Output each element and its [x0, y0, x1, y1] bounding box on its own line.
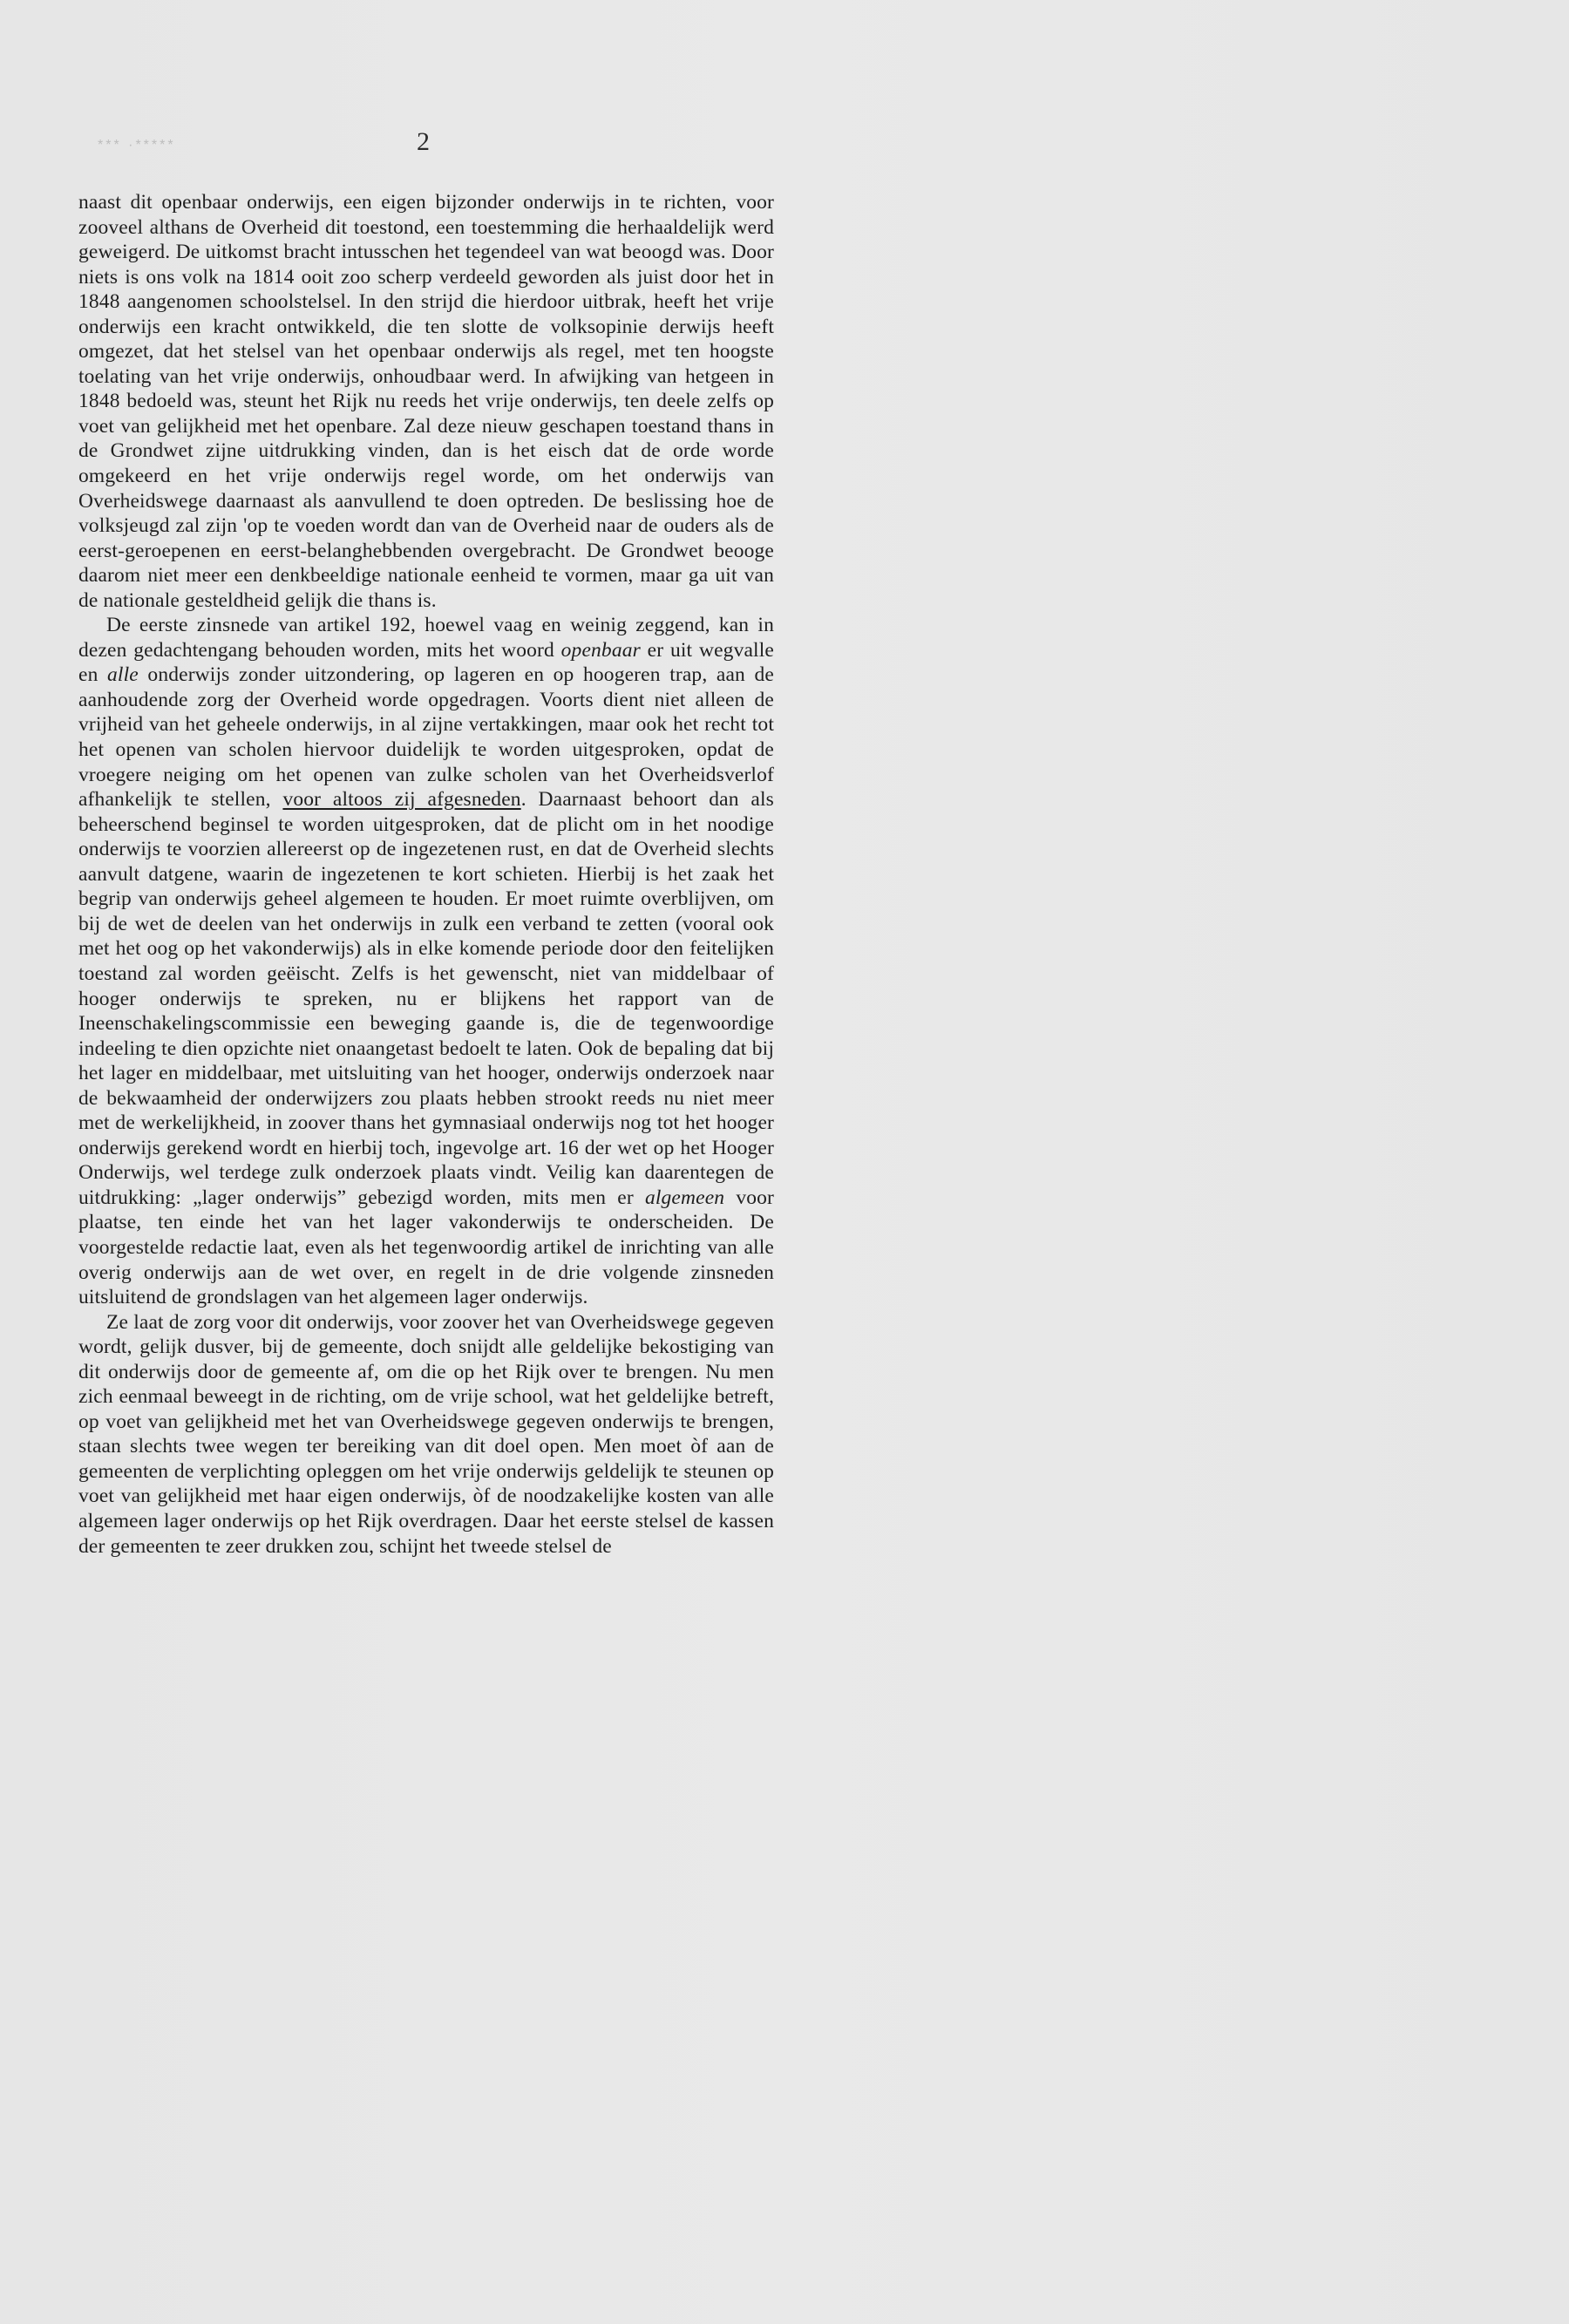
text-run: Ze laat de zorg voor dit onderwijs, voor zoover het van Overheidswege gegeven wordt, gelijk dusver, bij de gemeente, doch snijdt alle geldelijke bekostiging van dit onderwijs door de gemeente af, om die op het Rijk over te brengen. Nu men zich eenmaal beweegt in de richting, om de vrije school, wat het geldelijke betreft, op voet van gelijkheid met het van Overheidswege gegeven onderwijs te brengen, staan slechts twee wegen ter bereiking van dit doel open. Men moet òf aan de gemeenten de verplichting opleggen om het vrije onderwijs geldelijk te steunen op voet van gelijkheid met haar eigen onderwijs, òf de noodzakelijke kosten van alle algemeen lager onderwijs op het Rijk overdragen. Daar het eerste stelsel de kassen der gemeenten te zeer drukken zou, schijnt het tweede stelsel de	[78, 1310, 774, 1558]
body-text	[78, 190, 774, 1559]
underlined-text: voor altoos zij afgesneden	[282, 788, 521, 812]
text-run: voor plaatse, ten einde het van het lager vakonderwijs te onderscheiden. De voorgestelde redactie laat, even als het tegenwoordig artikel de inrichting van alle overig onderwijs aan de wet over, en regelt in de drie volgende zinsneden uitsluitend de grondslagen van het algemeen lager onderwijs.	[78, 1186, 774, 1309]
emphasis-text: algemeen	[644, 1186, 725, 1209]
text-run: onderwijs zonder uitzondering, op lageren en op hoogeren trap, aan de aanhoudende zorg der Overheid worde opgedragen. Voorts dient niet alleen de vrijheid van het geheele onderwijs, in al zijne vertakkingen, maar ook het recht tot het openen van scholen hiervoor duidelijk te worden uitgesproken, opdat de vroegere neiging om het openen van zulke scholen van het Overheidsverlof afhankelijk te stellen,	[78, 663, 774, 812]
emphasis-text: alle	[107, 663, 139, 687]
emphasis-text: openbaar	[560, 638, 641, 662]
paragraph	[78, 190, 774, 613]
text-run: naast dit openbaar onderwijs, een eigen bijzonder onderwijs in te richten, voor zooveel althans de Overheid dit toestond, een toestemming die herhaaldelijk werd geweigerd. De uitkomst bracht intusschen het tegendeel van wat beoogd was. Door niets is ons volk na 1814 ooit zoo scherp verdeeld geworden als juist door het in 1848 aangenomen schoolstelsel. In den strijd die hierdoor uitbrak, heeft het vrije onderwijs een kracht ontwikkeld, die ten slotte de volksopinie derwijs heeft omgezet, dat het stelsel van het openbaar onderwijs als regel, met ten hoogste toelating van het vrije onderwijs, onhoudbaar werd. In afwijking van hetgeen in 1848 bedoeld was, steunt het Rijk nu reeds het vrije onderwijs, ten deele zelfs op voet van gelijkheid met het openbare. Zal deze nieuw geschapen toestand thans in de Grondwet zijne uitdrukking vinden, dan is het eisch dat de orde worde omgekeerd en het vrije onderwijs regel worde, om het onderwijs van Overheidswege daarnaast als aanvullend te doen optreden. De beslissing hoe de volksjeugd zal zijn 'op te voeden wordt dan van de Overheid naar de ouders als de eerst-geroepenen en eerst-belanghebbenden overgebracht. De Grondwet beooge daarom niet meer een denkbeeldige nationale eenheid te vormen, maar ga uit van de nationale gesteldheid gelijk die thans is.	[78, 191, 774, 612]
text-run: De eerste zinsnede van artikel 192, hoewel vaag en weinig zeggend, kan in dezen gedachtengang behouden worden, mits het woord	[78, 614, 774, 662]
text-run: . Daarnaast behoort dan als beheerschend beginsel te worden uitgesproken, dat de plicht om in het noodige onderwijs te voorzien allereerst op de ingezetenen rust, en dat de Overheid slechts aanvult datgene, waarin de ingezetenen te kort schieten. Hierbij is het zaak het begrip van onderwijs geheel algemeen te houden. Er moet ruimte overblijven, om bij de wet de deelen van het onderwijs in zulk een verband te zetten (vooral ook met het oog op het vakonderwijs) als in elke komende periode door den feitelijken toestand zal worden geëischt. Zelfs is het gewenscht, niet van middelbaar of hooger onderwijs te spreken, nu er blijkens het rapport van de Ineenschakelingscommissie een beweging gaande is, die de tegenwoordige indeeling te dien opzichte niet onaangetast bedoelt te laten. Ook de bepaling dat bij het lager en middelbaar, met uitsluiting van het hooger, onderwijs onderzoek naar de bekwaamheid der onderwijzers zou plaats hebben strookt reeds nu niet meer met de werkelijkheid, in zoover thans het gymnasiaal onderwijs nog tot het hooger onderwijs gerekend wordt en hierbij toch, ingevolge art. 16 der wet op het Hooger Onderwijs, wel terdege zulk onderzoek plaats vindt. Veilig kan daarentegen de uitdrukking: „lager onderwijs” gebezigd worden, mits men er	[78, 788, 774, 1209]
text-run: er uit wegvalle en	[78, 638, 774, 687]
paragraph	[78, 1310, 774, 1559]
paragraph	[78, 613, 774, 1309]
stamp-smudge: *** ·*****	[98, 138, 176, 153]
page-number: 2	[417, 127, 430, 156]
